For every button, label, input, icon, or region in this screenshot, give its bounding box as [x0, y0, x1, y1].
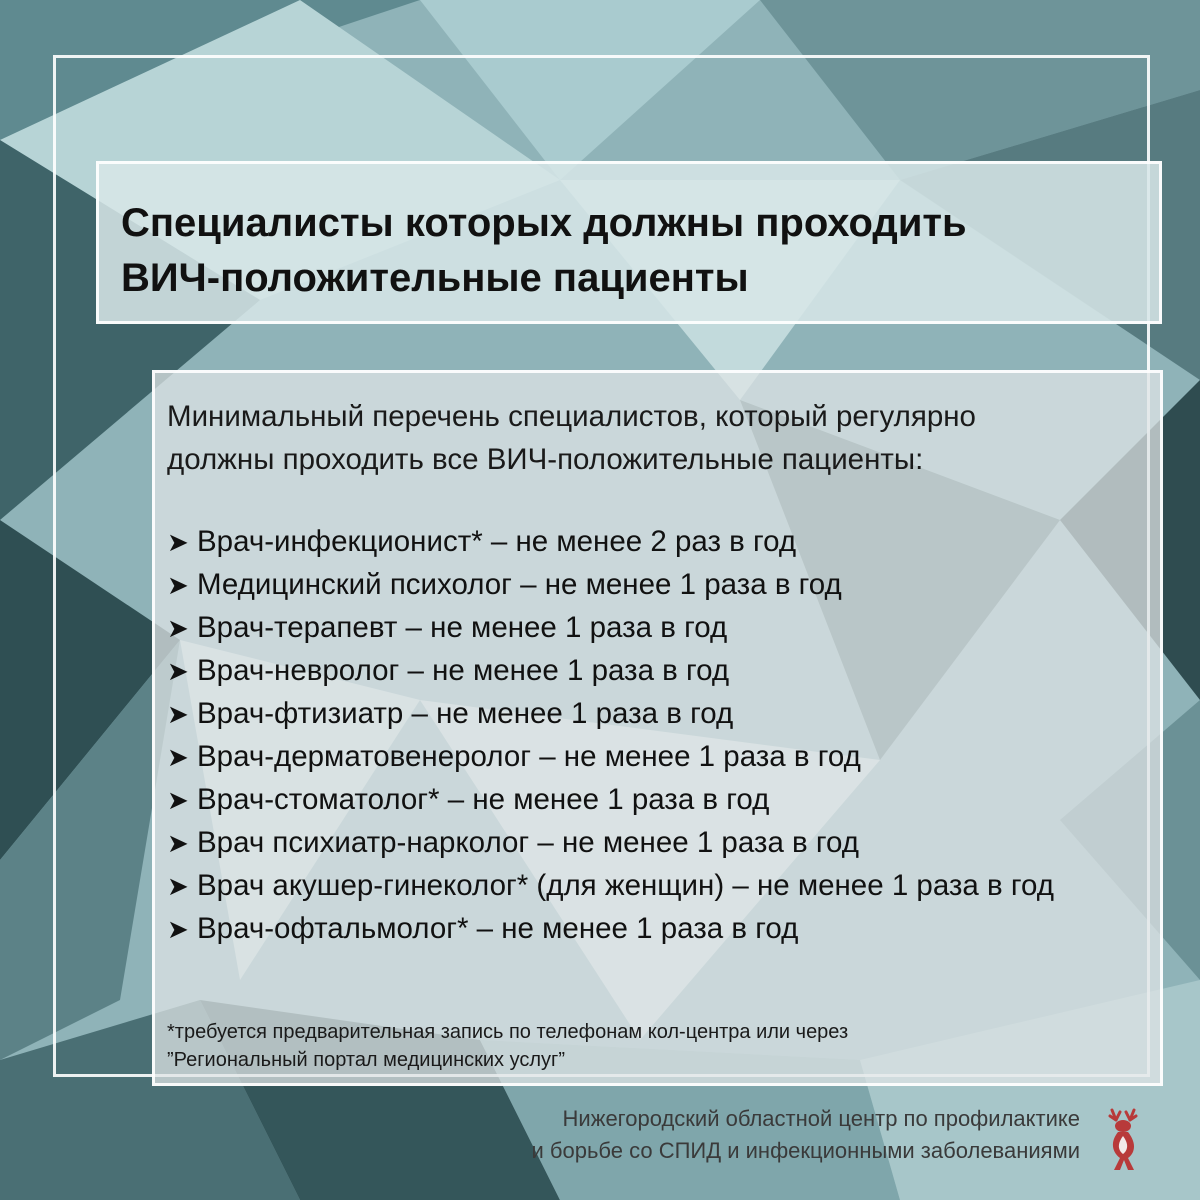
list-item	[167, 865, 1162, 908]
title-line-1: Специалисты которых должны проходить	[121, 201, 967, 245]
list-item	[167, 779, 1162, 822]
list-item-text: Врач-инфекционист* – не менее 2 раз в год	[197, 525, 797, 558]
arrow-bullet-icon: ➤	[167, 829, 189, 859]
list-item	[167, 908, 1162, 951]
list-item	[167, 607, 1162, 650]
arrow-bullet-icon: ➤	[167, 571, 189, 601]
list-item	[167, 521, 1162, 564]
footnote-line-1: *требуется предварительная запись по телефонам кол-центра или через	[167, 1021, 849, 1043]
deer-ribbon-logo-icon	[1090, 1100, 1158, 1172]
list-item-text: Медицинский психолог – не менее 1 раза в год	[197, 568, 842, 601]
list-item	[167, 650, 1162, 693]
specialist-list	[167, 521, 1162, 951]
arrow-bullet-icon: ➤	[167, 872, 189, 902]
intro-line-2: должны проходить все ВИЧ-положительные пациенты:	[167, 443, 924, 476]
organization-name	[531, 1103, 1080, 1167]
arrow-bullet-icon: ➤	[167, 614, 189, 644]
arrow-bullet-icon: ➤	[167, 915, 189, 945]
arrow-bullet-icon: ➤	[167, 743, 189, 773]
list-item	[167, 693, 1162, 736]
list-item-text: Врач акушер-гинеколог* (для женщин) – не менее 1 раза в год	[197, 869, 1054, 902]
list-item-text: Врач-стоматолог* – не менее 1 раза в год	[197, 783, 770, 816]
footnote-line-2: ”Региональный портал медицинских услуг”	[167, 1049, 565, 1071]
intro-text	[167, 395, 1157, 481]
list-item-text: Врач-невролог – не менее 1 раза в год	[197, 654, 730, 687]
footnote	[167, 1018, 1157, 1074]
list-item-text: Врач-терапевт – не менее 1 раза в год	[197, 611, 728, 644]
title-line-2: ВИЧ-положительные пациенты	[121, 256, 749, 300]
arrow-bullet-icon: ➤	[167, 786, 189, 816]
arrow-bullet-icon: ➤	[167, 700, 189, 730]
arrow-bullet-icon: ➤	[167, 528, 189, 558]
list-item	[167, 736, 1162, 779]
list-item	[167, 564, 1162, 607]
title-box	[96, 161, 1162, 324]
list-item-text: Врач-фтизиатр – не менее 1 раза в год	[197, 697, 734, 730]
page-title	[121, 196, 967, 306]
organization-line-2: и борьбе со СПИД и инфекционными заболеваниями	[531, 1138, 1080, 1163]
list-item-text: Врач-офтальмолог* – не менее 1 раза в год	[197, 912, 799, 945]
list-item	[167, 822, 1162, 865]
intro-line-1: Минимальный перечень специалистов, который регулярно	[167, 400, 976, 433]
list-item-text: Врач психиатр-нарколог – не менее 1 раза в год	[197, 826, 859, 859]
list-item-text: Врач-дерматовенеролог – не менее 1 раза в год	[197, 740, 861, 773]
organization-line-1: Нижегородский областной центр по профилактике	[562, 1106, 1080, 1131]
arrow-bullet-icon: ➤	[167, 657, 189, 687]
outer-frame	[53, 55, 1150, 1077]
content-box	[152, 370, 1163, 1086]
